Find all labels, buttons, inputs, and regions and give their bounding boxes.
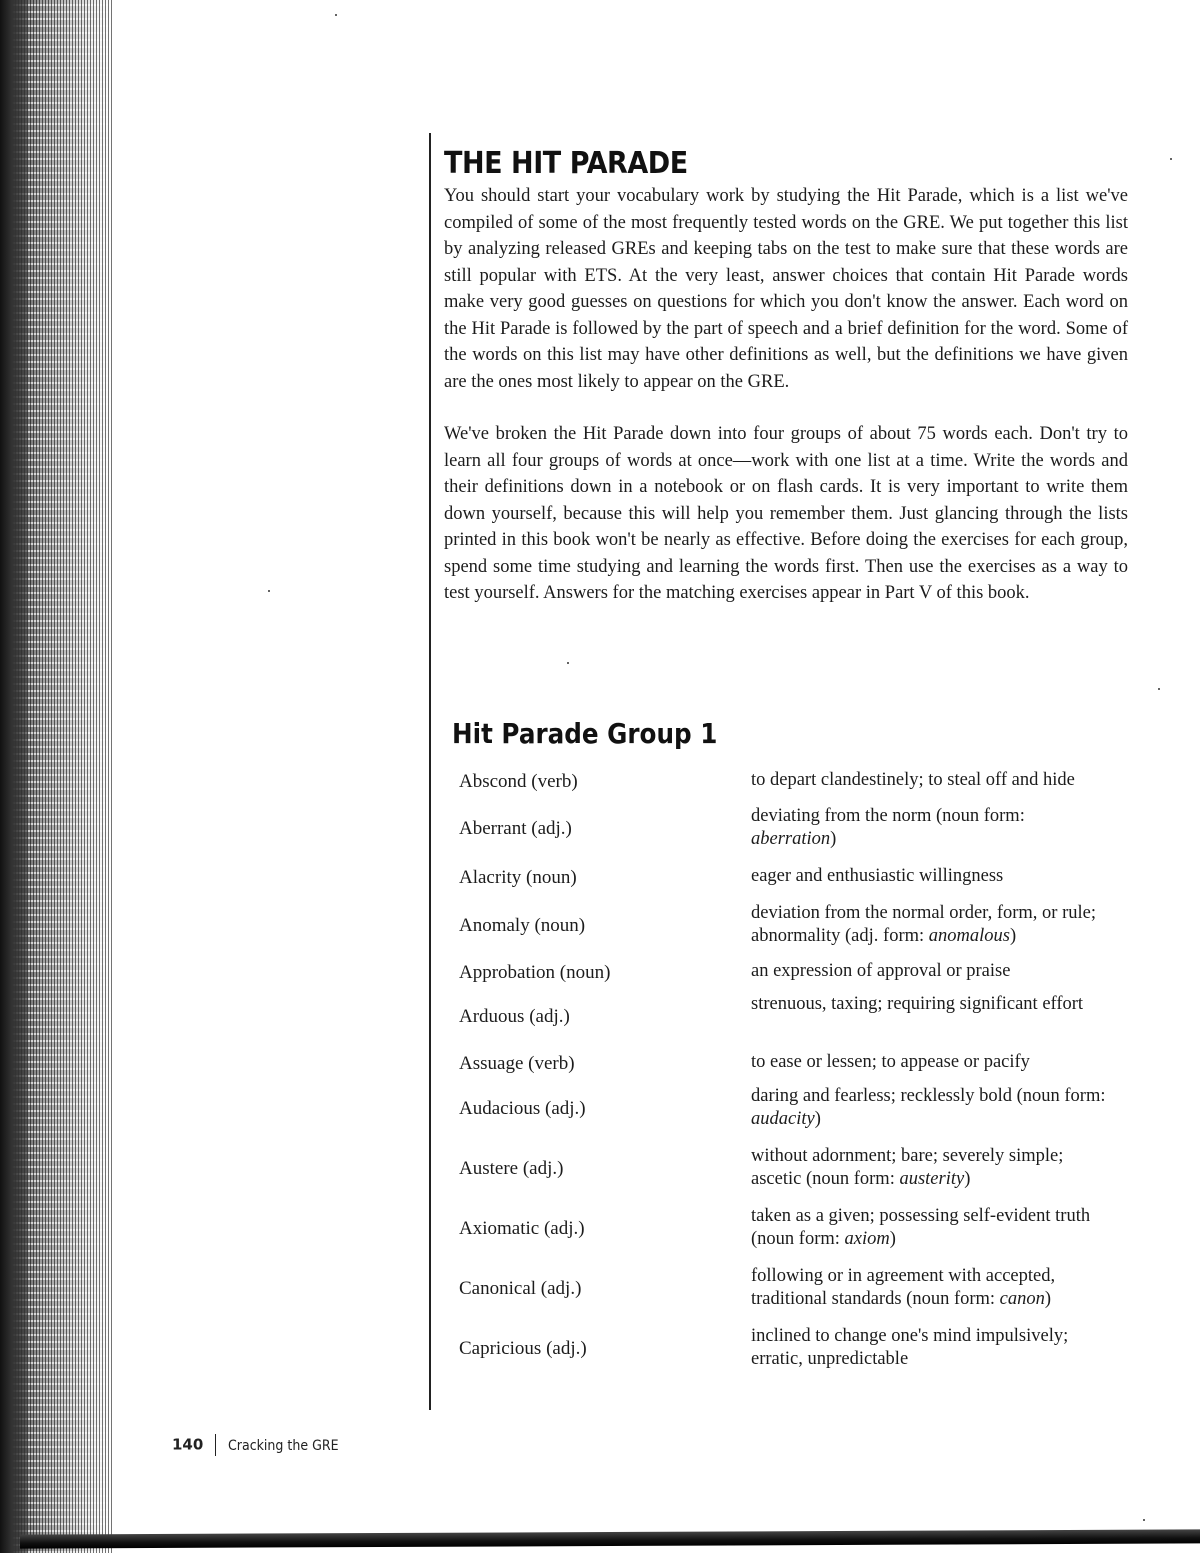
page-heading: THE HIT PARADE bbox=[444, 146, 688, 181]
word-term: Assuage (verb) bbox=[459, 1053, 575, 1074]
word-definition: daring and fearless; recklessly bold (noun form: audacity) bbox=[751, 1086, 1106, 1129]
group-heading: Hit Parade Group 1 bbox=[452, 717, 718, 750]
footer-divider bbox=[215, 1434, 216, 1456]
word-term: Audacious (adj.) bbox=[459, 1098, 586, 1119]
book-title: Cracking the GRE bbox=[228, 1437, 339, 1454]
word-definition: strenuous, taxing; requiring significant effort bbox=[751, 994, 1084, 1014]
word-definition: without adornment; bare; severely simple; ascetic (noun form: austerity) bbox=[751, 1146, 1064, 1189]
page-number: 140 bbox=[172, 1435, 204, 1454]
page-footer bbox=[172, 1434, 351, 1456]
word-definition: deviating from the norm (noun form: aberration) bbox=[751, 806, 1025, 849]
word-term: Austere (adj.) bbox=[459, 1158, 564, 1179]
scan-speck bbox=[567, 662, 569, 664]
word-term: Capricious (adj.) bbox=[459, 1338, 587, 1359]
word-definition: taken as a given; possessing self-evident truth (noun form: axiom) bbox=[751, 1206, 1091, 1249]
intro-paragraph-1: You should start your vocabulary work by studying the Hit Parade, which is a list we've compiled of some of the most frequently tested words on the GRE. We put together this list by analyzing released GREs and keeping tabs on the test to make sure that these words are still popular with ETS. At the very least, answer choices that contain Hit Parade words make very good guesses on questions for which you don't know the answer. Each word on the Hit Parade is followed by the part of speech and a brief definition for the word. Some of the words on this list may have other definitions as well, but the definitions we have given are the ones most likely to appear on the GRE. bbox=[444, 186, 1128, 392]
word-term: Aberrant (adj.) bbox=[459, 818, 572, 839]
word-definition: to ease or lessen; to appease or pacify bbox=[751, 1052, 1030, 1072]
margin-rule bbox=[429, 133, 431, 1410]
scan-speck bbox=[1143, 1519, 1145, 1521]
scan-speck bbox=[335, 14, 337, 16]
word-term: Alacrity (noun) bbox=[459, 867, 577, 888]
main-content bbox=[444, 145, 1132, 1369]
word-term: Arduous (adj.) bbox=[459, 1006, 570, 1027]
bottom-edge-shadow bbox=[20, 1529, 1200, 1548]
word-term: Abscond (verb) bbox=[459, 771, 578, 792]
word-definition: an expression of approval or praise bbox=[751, 961, 1011, 981]
word-definition: following or in agreement with accepted, traditional standards (noun form: canon) bbox=[751, 1266, 1056, 1309]
word-term: Approbation (noun) bbox=[459, 962, 611, 983]
scan-speck bbox=[268, 590, 270, 592]
word-definition: inclined to change one's mind impulsively; erratic, unpredictable bbox=[751, 1326, 1069, 1369]
page-spine-edge bbox=[0, 0, 28, 1553]
word-definition: eager and enthusiastic willingness bbox=[751, 866, 1004, 886]
intro-paragraph-2: We've broken the Hit Parade down into four groups of about 75 words each. Don't try to learn all four groups of words at once—work with one list at a time. Write the words and their definitions down in a notebook or on flash cards. It is very important to write them down yourself, because this will help you remember them. Just glancing through the lists printed in this book won't be nearly as effective. Before doing the exercises for each group, spend some time studying and learning the words first. Then use the exercises as a way to test yourself. Answers for the matching exercises appear in Part V of this book. bbox=[444, 424, 1128, 603]
word-term: Canonical (adj.) bbox=[459, 1278, 582, 1299]
word-term: Anomaly (noun) bbox=[459, 915, 586, 936]
word-definition: deviation from the normal order, form, or rule; abnormality (adj. form: anomalous) bbox=[751, 903, 1096, 946]
scan-speck bbox=[1170, 158, 1172, 160]
word-term: Axiomatic (adj.) bbox=[459, 1218, 585, 1239]
scan-speck bbox=[1158, 688, 1160, 690]
word-definition: to depart clandestinely; to steal off and hide bbox=[751, 770, 1075, 790]
